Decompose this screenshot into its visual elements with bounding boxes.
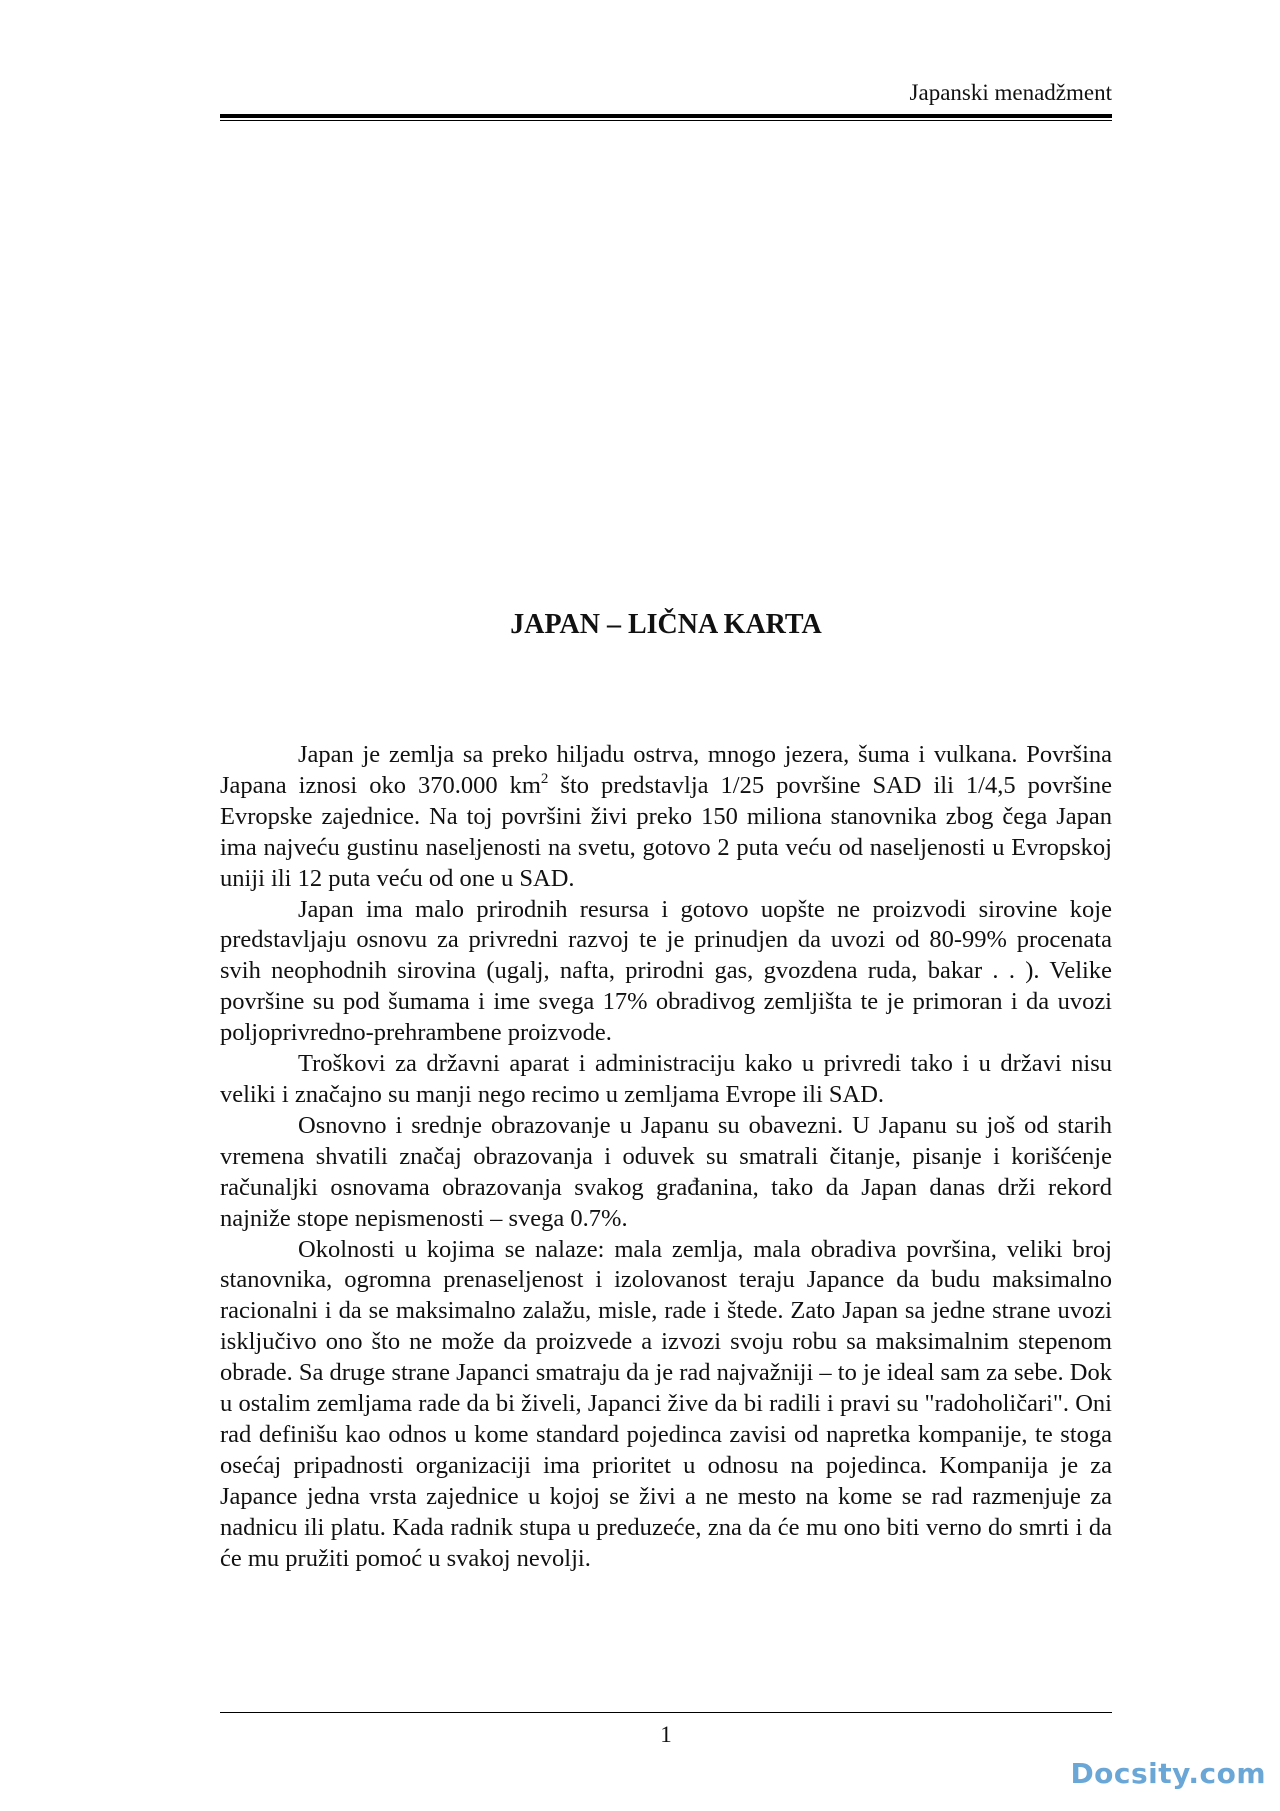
paragraph-4: Osnovno i srednje obrazovanje u Japanu su obavezni. U Japanu su još od starih vremena shvatili značaj obrazovanja i oduvek su smatrali čitanje, pisanje i korišćenje računaljki osnovama obrazovanja svakog građanina, tako da Japan danas drži rekord najniže stope nepismenosti – svega 0.7%. <box>220 1111 1112 1232</box>
header-rule-thick <box>220 114 1112 118</box>
paragraph-1 <box>220 740 1112 895</box>
paragraph-2: Japan ima malo prirodnih resursa i gotovo uopšte ne proizvodi sirovine koje predstavljaju osnovu za privredni razvoj te je prinudjen da uvozi od 80-99% procenata svih neophodnih sirovina (ugalj, nafta, prirodni gas, gvozdena ruda, bakar . . ). Velike površine su pod šumama i ime svega 17% obradivog zemljišta te je primoran i da uvozi poljoprivredno-prehrambene proizvode. <box>220 895 1112 1047</box>
paragraph-3: Troškovi za državni aparat i administraciju kako u privredi tako i u državi nisu veliki i značajno su manji nego recimo u zemljama Evrope ili SAD. <box>220 1050 1112 1108</box>
header-double-rule <box>220 114 1112 121</box>
header-rule-thin <box>220 120 1112 121</box>
paragraph-1-part-a: Japan je zemlja sa preko hiljadu ostrva, mnogo jezera, šuma i vulkana. Površina Japana iznosi oko 370.000 km <box>220 741 1112 799</box>
body-text <box>220 740 1112 1574</box>
running-header: Japanski menadžment <box>909 80 1112 105</box>
superscript-squared: 2 <box>540 770 549 787</box>
document-title: JAPAN – LIČNA KARTA <box>510 609 822 640</box>
docsity-watermark[interactable]: Docsity.com <box>1070 1757 1266 1790</box>
paragraph-1-part-b: što predstavlja 1/25 površine SAD ili 1/4,5 površine Evropske zajednice. Na toj površini živi preko 150 miliona stanovnika zbog čega Japan ima najveću gustinu naseljenosti na svetu, gotovo 2 puta veću od naseljenosti u Evropskoj uniji ili 12 puta veću od one u SAD. <box>220 771 1112 892</box>
footer-rule <box>220 1712 1112 1713</box>
page-number: 1 <box>660 1722 672 1747</box>
paragraph-5: Okolnosti u kojima se nalaze: mala zemlja, mala obradiva površina, veliki broj stanovnika, ogromna prenaseljenost i izolovanost teraju Japance da budu maksimalno racionalni i da se maksimalno zalažu, misle, rade i štede. Zato Japan sa jedne strane uvozi isključivo ono što ne može da proizvede a izvozi svoju robu sa maksimalnim stepenom obrade. Sa druge strane Japanci smatraju da je rad najvažniji – to je ideal sam za sebe. Dok u ostalim zemljama rade da bi živeli, Japanci žive da bi radili i pravi su "radoholičari". Oni rad definišu kao odnos u kome standard pojedinca zavisi od napretka kompanije, te stoga osećaj pripadnosti organizaciji ima prioritet u odnosu na pojedinca. Kompanija je za Japance jedna vrsta zajednice u kojoj se živi a ne mesto na kome se rad razmenjuje za nadnicu ili platu. Kada radnik stupa u preduzeće, zna da će mu ono biti verno do smrti i da će mu pružiti pomoć u svakoj nevolji. <box>220 1235 1112 1572</box>
